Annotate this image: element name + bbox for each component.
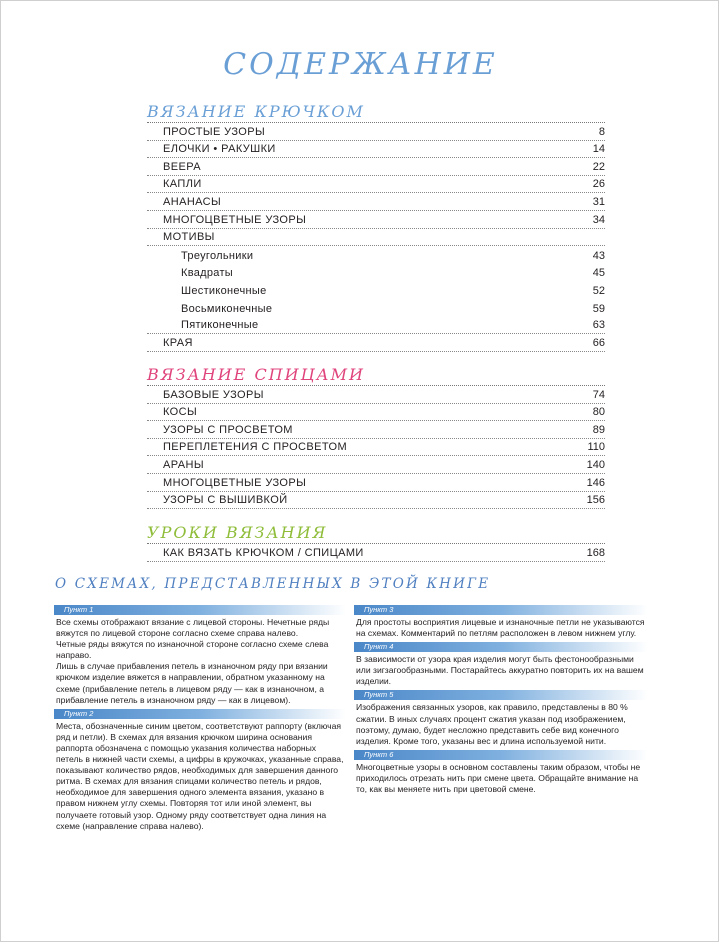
note-text: Изображения связанных узоров, как правило, представлены в 80 % сжатии. В иных случаях процент сжатия указан под изображением, поэтому, думаю, будет несложно представить себе вид конечного изделия. Кроме того, указаны вес и длина используемой нити. (356, 702, 628, 746)
toc-item-label: ЕЛОЧКИ • РАКУШКИ (163, 143, 276, 156)
toc-item-page: 89 (592, 423, 605, 436)
toc-item-label: ВЕЕРА (163, 160, 201, 173)
toc-item[interactable] (147, 334, 605, 352)
toc-item-page: 74 (592, 388, 605, 401)
section-heading: ВЯЗАНИЕ КРЮЧКОМ (147, 101, 605, 123)
section-heading: ВЯЗАНИЕ СПИЦАМИ (147, 364, 605, 386)
toc-section-crochet (147, 101, 605, 352)
section-heading: УРОКИ ВЯЗАНИЯ (147, 522, 605, 544)
note-text: Многоцветные узоры в основном составлены таким образом, чтобы не приходилось отрезать нить при смене цвета. Обращайте внимание на то, как вы меняете нить при цветовой смене. (356, 761, 641, 795)
toc-item-page: 34 (592, 213, 605, 226)
toc-item[interactable] (147, 229, 605, 247)
note-label: Пункт 1 (54, 605, 346, 615)
info-column-left (54, 605, 346, 835)
toc-item[interactable] (147, 439, 605, 457)
toc-item-page: 26 (592, 178, 605, 191)
toc-item-page: 52 (592, 284, 605, 297)
toc-item[interactable] (147, 211, 605, 229)
toc-item-label: КАК ВЯЗАТЬ КРЮЧКОМ / СПИЦАМИ (163, 546, 364, 559)
toc-item-label: АНАНАСЫ (163, 195, 222, 208)
info-column-right (354, 605, 648, 798)
page-title: СОДЕРЖАНИЕ (223, 47, 498, 82)
note-text: Для простоты восприятия лицевые и изнаночные петли не указываются на схемах. Комментарий по петлям расположен в левом нижнем углу. (356, 617, 645, 639)
toc-subitem[interactable] (147, 264, 605, 282)
toc-item-label: МНОГОЦВЕТНЫЕ УЗОРЫ (163, 213, 307, 226)
toc-item-label: АРАНЫ (163, 458, 204, 471)
toc-item-label: КРАЯ (163, 336, 193, 349)
toc-item-label: МОТИВЫ (163, 231, 215, 244)
toc-item-page: 45 (592, 267, 605, 280)
toc-item-label: Шестиконечные (181, 284, 267, 297)
toc-subitem[interactable] (147, 246, 605, 264)
toc-item[interactable] (147, 544, 605, 562)
toc-item-label: Треугольники (181, 249, 254, 262)
toc-item-label: БАЗОВЫЕ УЗОРЫ (163, 388, 264, 401)
toc-item-page: 156 (586, 494, 605, 507)
note-text: Все схемы отображают вязание с лицевой стороны. Нечетные ряды вяжутся по лицевой стороне согласно схеме справа налево. Четные ряды вяжутся по изнаночной стороне согласно схеме слева направо. Лишь в случае прибавления петель в изнаночном ряду при вязании крючком изделие вяжется в направлении, обратном указанному на схеме (прибавление петель в лицевом ряду — как в изнаночном, а прибавление петель в изнаночном ряду — как в лицевом). (56, 617, 330, 705)
note-text: Места, обозначенные синим цветом, соответствуют раппорту (включая ряд и петли). В схемах для вязания крючком ширина основания раппорта обозначена с помощью указания количества наборных петель в нижней части схемы, а цифры в кружочках, указанные справа, показывают количество рядов, необходимых для завершения данного ритма. В схемах для вязания спицами количество петель и рядов, необходимое для завершения одного элемента вязания, указано в правом нижнем углу схемы. Повторяя тот или иной элемент, вы получаете готовый узор. Одному ряду соответствует одна линия на схеме (направление справа налево). (56, 720, 344, 831)
toc-item[interactable] (147, 123, 605, 141)
toc-item-page: 63 (592, 319, 605, 332)
toc-item-label: Квадраты (181, 267, 234, 280)
toc-subitem[interactable] (147, 317, 605, 335)
toc-item-page: 168 (586, 546, 605, 559)
note-label: Пункт 5 (354, 690, 648, 700)
note-label: Пункт 6 (354, 750, 648, 760)
toc-item[interactable] (147, 456, 605, 474)
toc-subitem[interactable] (147, 299, 605, 317)
note-label: Пункт 4 (354, 642, 648, 652)
toc-item-page: 8 (598, 125, 605, 138)
toc-item-page: 22 (592, 160, 605, 173)
toc-item[interactable] (147, 404, 605, 422)
toc-item[interactable] (147, 176, 605, 194)
toc-item-page: 80 (592, 406, 605, 419)
toc-item-page: 140 (586, 458, 605, 471)
toc-item[interactable] (147, 193, 605, 211)
toc-item-label: КОСЫ (163, 406, 198, 419)
toc-item[interactable] (147, 421, 605, 439)
toc-item-page: 31 (592, 195, 605, 208)
toc-item-label: МНОГОЦВЕТНЫЕ УЗОРЫ (163, 476, 307, 489)
toc-item-page: 110 (587, 441, 605, 454)
toc-item-label: УЗОРЫ С ВЫШИВКОЙ (163, 494, 288, 507)
note-label: Пункт 3 (354, 605, 648, 615)
toc-item-page: 14 (592, 143, 605, 156)
toc-item-label: КАПЛИ (163, 178, 202, 191)
toc-item-page: 59 (592, 302, 605, 315)
note-label: Пункт 2 (54, 709, 346, 719)
note-text: В зависимости от узора края изделия могут быть фестонообразными или зигзагообразными. Постарайтесь аккуратно повторить их на вашем изделии. (356, 654, 644, 687)
toc-item-page: 66 (592, 336, 605, 349)
toc-item[interactable] (147, 158, 605, 176)
toc-item-label: Пятиконечные (181, 319, 259, 332)
toc-item-page: 43 (592, 249, 605, 262)
toc-subitem[interactable] (147, 281, 605, 299)
toc-item[interactable] (147, 492, 605, 510)
toc-section-knitting (147, 364, 605, 509)
toc-section-lessons (147, 522, 605, 562)
toc-item[interactable] (147, 141, 605, 159)
info-title: О СХЕМАХ, ПРЕДСТАВЛЕННЫХ В ЭТОЙ КНИГЕ (55, 576, 491, 592)
toc-item-label: ПЕРЕПЛЕТЕНИЯ С ПРОСВЕТОМ (163, 441, 348, 454)
toc-item[interactable] (147, 474, 605, 492)
toc-item-label: УЗОРЫ С ПРОСВЕТОМ (163, 423, 293, 436)
toc-item[interactable] (147, 386, 605, 404)
toc-item-label: Восьмиконечные (181, 302, 273, 315)
toc-item-page: 146 (586, 476, 605, 489)
toc-item-label: ПРОСТЫЕ УЗОРЫ (163, 125, 266, 138)
